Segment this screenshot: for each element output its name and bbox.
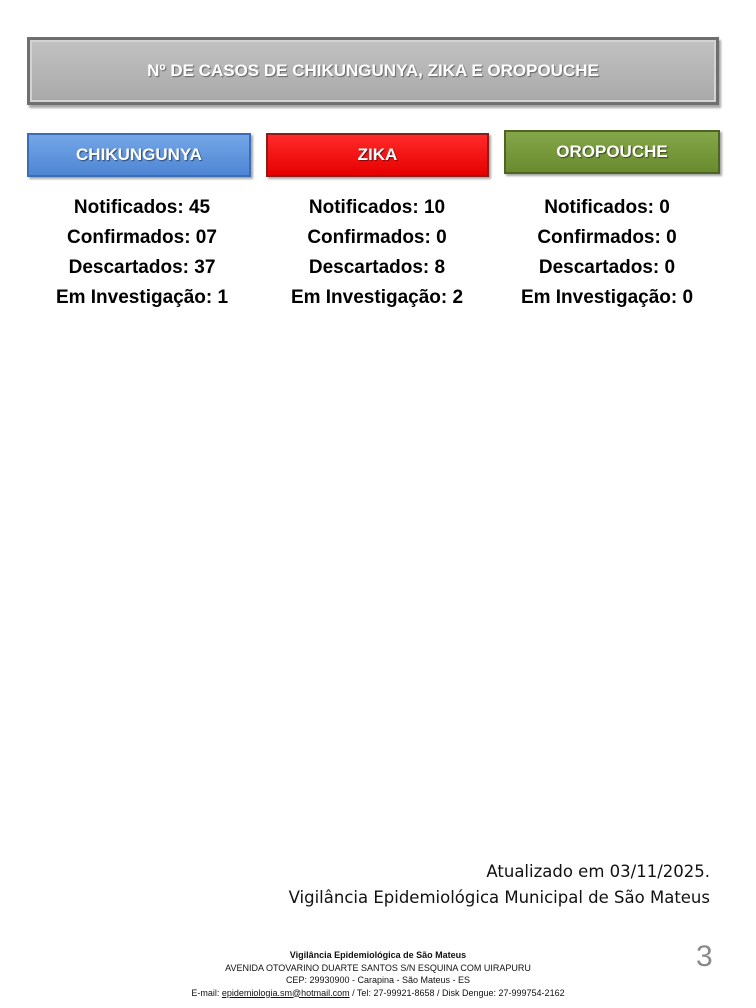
chikungunya-header [27, 133, 251, 177]
chikungunya-confirmados: Confirmados: 07 [67, 227, 217, 248]
page-number: 3 [696, 940, 713, 973]
chikungunya-investigacao: Em Investigação: 1 [55, 287, 229, 308]
chikungunya-label: CHIKUNGUNYA [76, 145, 202, 164]
page-title-banner [27, 37, 719, 105]
footer-email-link[interactable]: epidemiologia.sm@hotmail.com [221, 987, 350, 998]
oropouche-stats [487, 193, 727, 313]
footer-email-label: E-mail: [191, 987, 222, 998]
chikungunya-descartados: Descartados: 37 [68, 257, 216, 278]
chikungunya-notificados: Notificados: 45 [73, 197, 211, 218]
update-date: Atualizado em 03/11/2025. [486, 862, 710, 881]
footer-cep: CEP: 29930900 - Carapina - São Mateus - ES [285, 975, 471, 985]
page-title: Nº DE CASOS DE CHIKUNGUNYA, ZIKA E OROPOUCHE [147, 61, 599, 80]
footer [178, 949, 578, 999]
oropouche-confirmados: Confirmados: 0 [537, 227, 677, 248]
chikungunya-stats [22, 193, 262, 313]
zika-descartados: Descartados: 8 [308, 257, 446, 278]
oropouche-header [504, 130, 720, 174]
zika-investigacao: Em Investigação: 2 [290, 287, 464, 308]
update-organization: Vigilância Epidemiológica Municipal de São Mateus [288, 888, 710, 907]
update-info [289, 859, 710, 911]
footer-address: AVENIDA OTOVARINO DUARTE SANTOS S/N ESQUINA COM UIRAPURU [225, 962, 531, 973]
zika-label: ZIKA [357, 145, 398, 164]
oropouche-notificados: Notificados: 0 [544, 197, 670, 218]
zika-header [266, 133, 489, 177]
footer-title: Vigilância Epidemiológica de São Mateus [289, 950, 467, 960]
zika-confirmados: Confirmados: 0 [307, 227, 447, 248]
zika-stats [257, 193, 497, 313]
zika-notificados: Notificados: 10 [308, 197, 446, 218]
footer-phones: / Tel: 27-99921-8658 / Disk Dengue: 27-999754-2162 [349, 987, 565, 998]
oropouche-label: OROPOUCHE [556, 142, 668, 161]
oropouche-descartados: Descartados: 0 [538, 257, 676, 278]
footer-contact [178, 987, 578, 1000]
oropouche-investigacao: Em Investigação: 0 [520, 287, 694, 308]
